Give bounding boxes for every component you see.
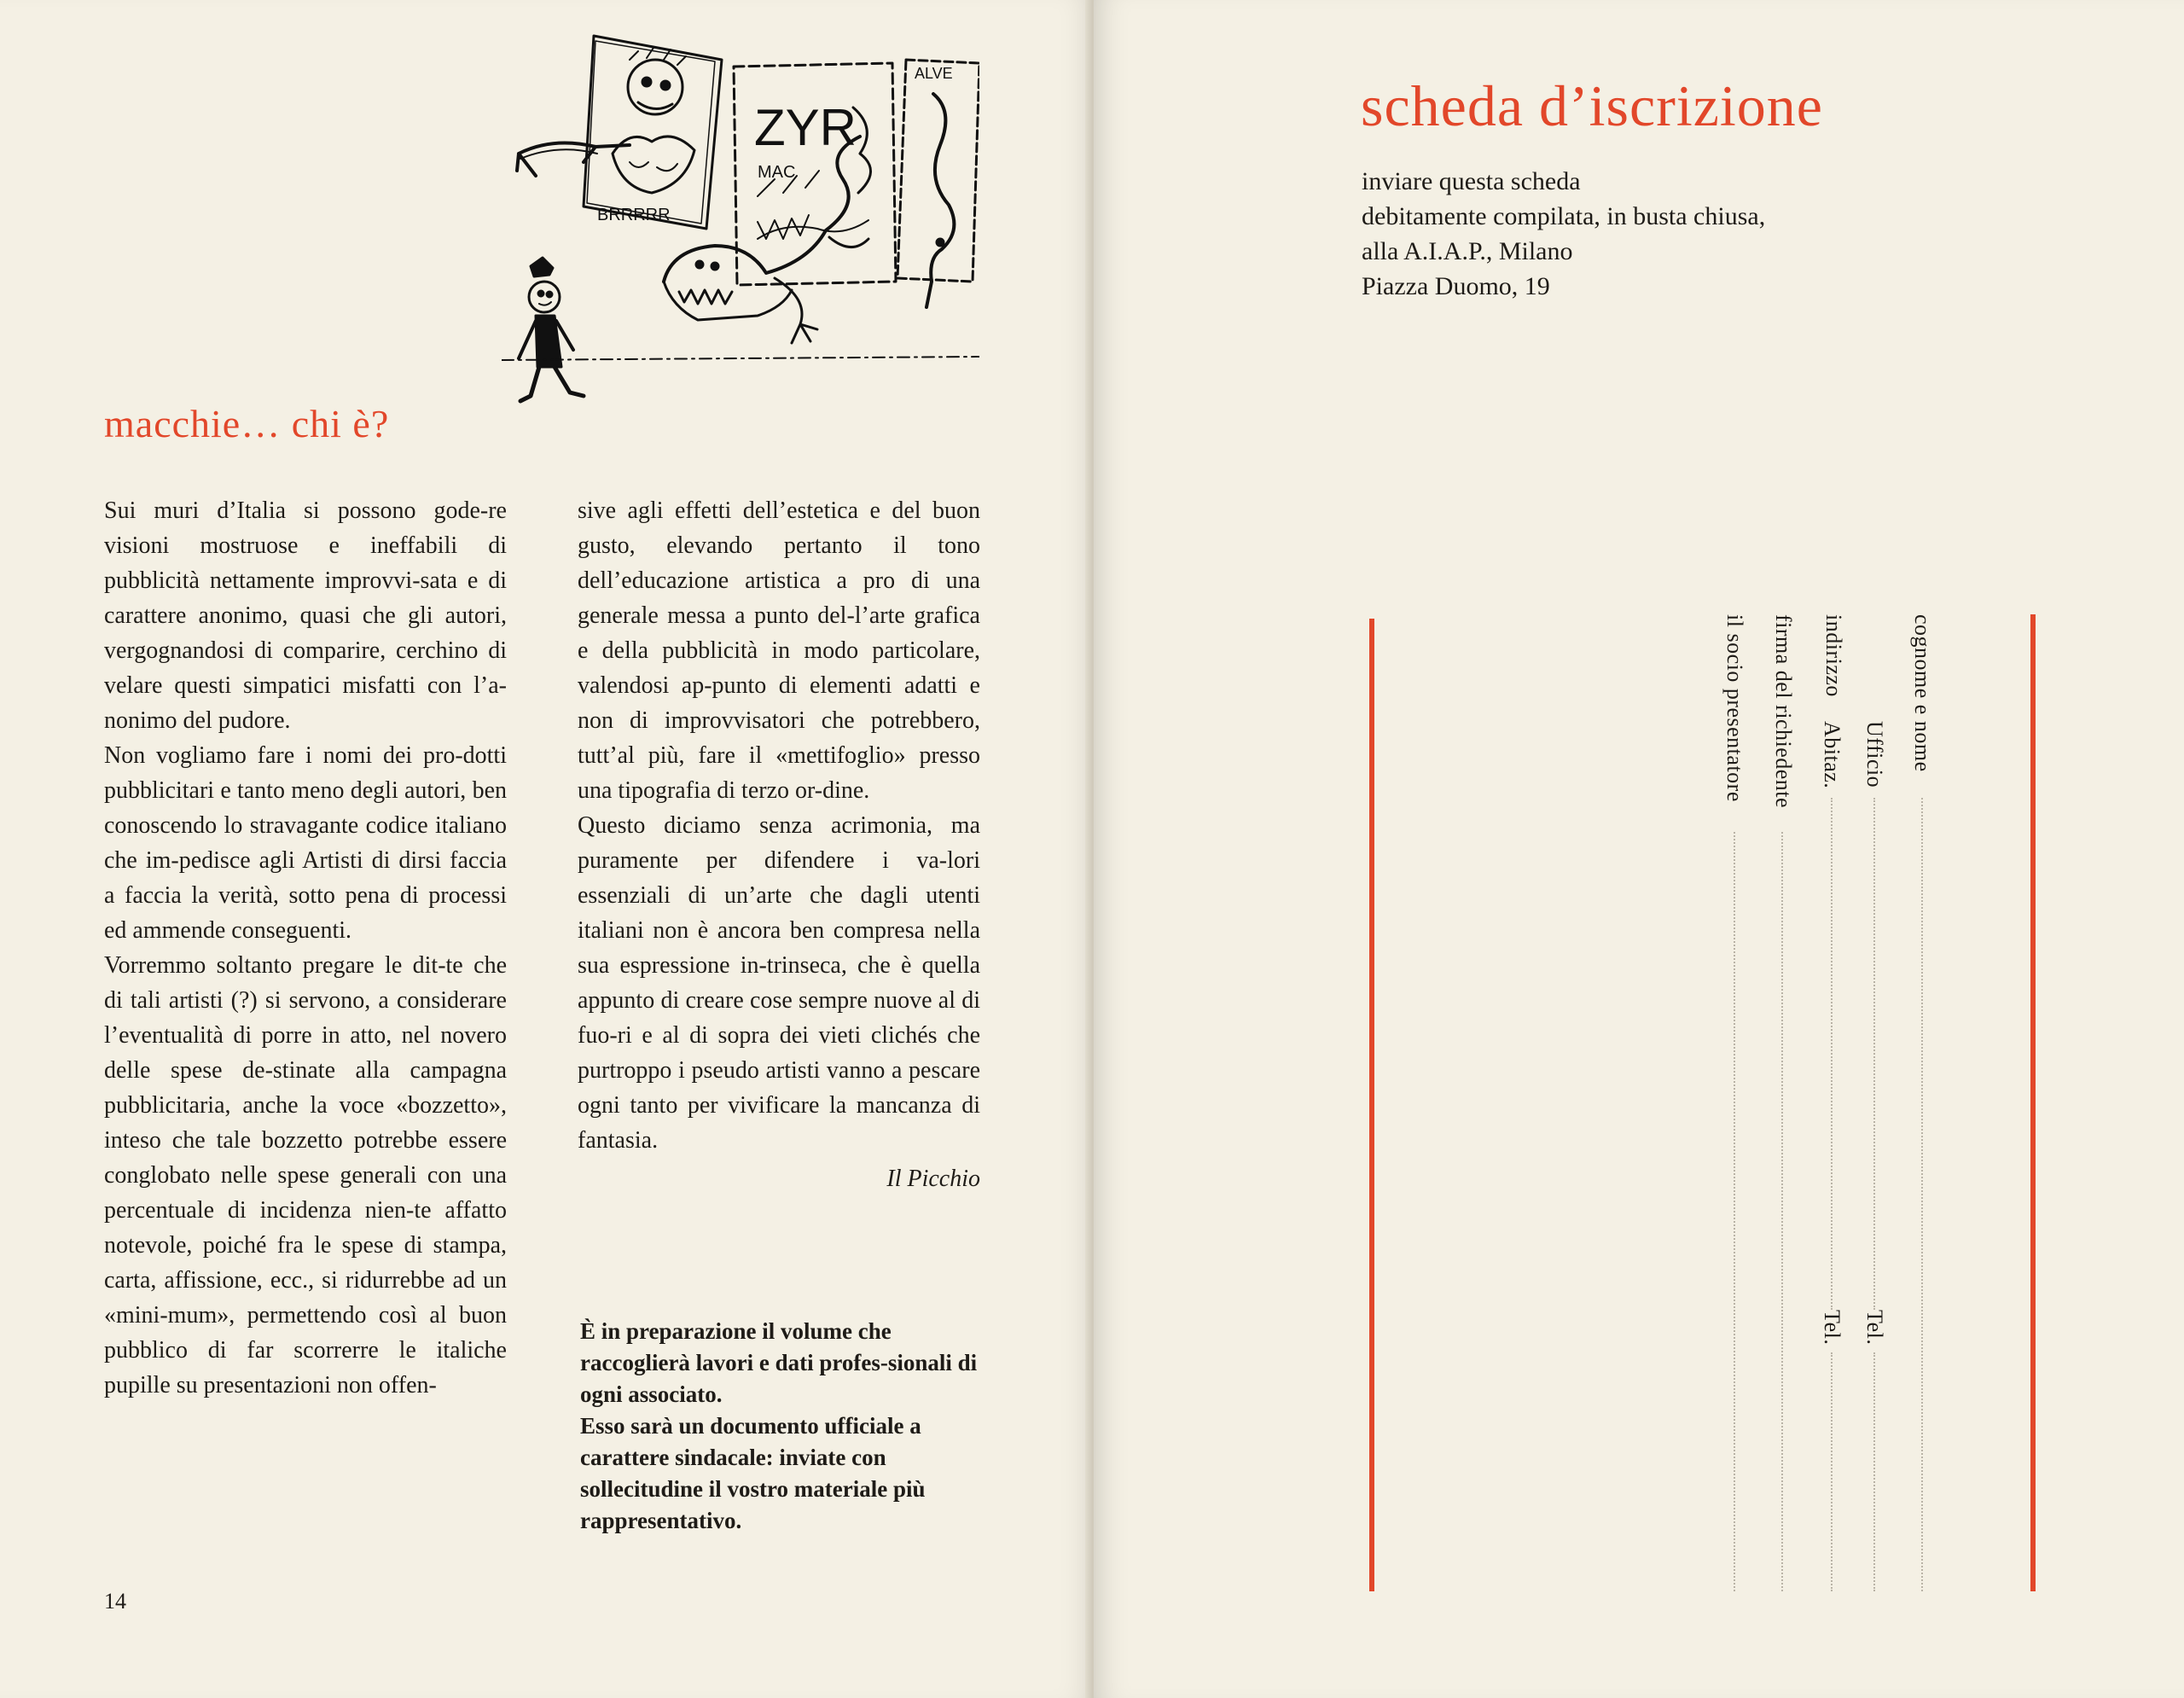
instruction-line: alla A.I.A.P., Milano xyxy=(1362,237,1573,265)
instruction-line: inviare questa scheda xyxy=(1362,167,1581,195)
poster-snake xyxy=(897,60,979,307)
page-number: 14 xyxy=(104,1589,126,1614)
poster-text-zyr: ZYR xyxy=(754,99,857,156)
form-title: scheda d’iscrizione xyxy=(1361,73,1823,138)
poster-text-mac: MAC xyxy=(758,163,796,182)
field-line-office[interactable] xyxy=(1873,798,1875,1310)
field-label-office: Ufficio xyxy=(1862,721,1887,788)
field-label-address: indirizzo xyxy=(1821,614,1846,697)
article-paragraph: Sui muri d’Italia si possono gode-re visioni mostruose e ineffabili di pubblicità nettamente improvvi-sata e di carattere anonimo, quasi che gli autori, vergognandosi di comparire, cerchino di velare questi simpatici misfatti con l’a-nonimo del pudore. xyxy=(104,497,507,734)
article-title: macchie… chi è? xyxy=(104,402,390,445)
article-paragraph: Non vogliamo fare i nomi dei pro-dotti pubblicitari e tanto meno degli autori, ben conoscendo lo stravagante codice italiano che im-pedisce agli Artisti di dirsi faccia a faccia la verità, sotto pena di processi ed ammende conseguenti. xyxy=(104,742,507,944)
field-line-office-tel[interactable] xyxy=(1873,1352,1875,1591)
instruction-line: debitamente compilata, in busta chiusa, xyxy=(1362,202,1766,230)
field-label-home: Abitaz. xyxy=(1820,721,1844,789)
field-line-sponsor[interactable] xyxy=(1734,832,1735,1591)
field-line-home-tel[interactable] xyxy=(1831,1352,1833,1591)
right-page xyxy=(1094,0,2184,1698)
article-paragraph: sive agli effetti dell’estetica e del buon gusto, elevando pertanto il tono dell’educazione artistica a pro di una generale messa a punto del-l’arte grafica e della pubblicità in modo particolare, valendosi ap-punto di elementi adatti e non di improvvisatori che potrebbero, tutt’al più, fare il «mettifoglio» presso una tipografia di terzo or-dine. xyxy=(578,497,980,804)
article-column-2 xyxy=(578,493,980,1196)
form-border-left xyxy=(1369,619,1374,1591)
poster-text-alve: ALVE xyxy=(915,65,953,82)
field-label-office-tel: Tel. xyxy=(1862,1310,1887,1346)
instruction-line: Piazza Duomo, 19 xyxy=(1362,272,1550,300)
article-column-1 xyxy=(104,493,507,1403)
field-line-name[interactable] xyxy=(1921,798,1923,1591)
poster-monster-face xyxy=(584,36,722,229)
field-line-home[interactable] xyxy=(1831,798,1833,1310)
notice-paragraph: È in preparazione il volume che raccoglierà lavori e dati profes-sionali di ogni associato. xyxy=(580,1318,978,1407)
article-paragraph: Questo diciamo senza acrimonia, ma puramente per difendere i va-lori essenziali di un’arte che dagli utenti italiani non è ancora ben compresa nella sua espressione in-trinseca, che è quella appunto di creare cose sempre nuove al di fuo-ri e al di sopra dei vieti clichés che purtroppo i pseudo artisti vanno a pescare ogni tanto per vivificare la mancanza di fantasia. xyxy=(578,812,980,1154)
notice-paragraph: Esso sarà un documento ufficiale a carattere sindacale: inviate con sollecitudine il vostro materiale più rappresentativo. xyxy=(580,1413,926,1533)
poster-text-brrr: BRRRRR xyxy=(597,206,671,224)
form-border-right xyxy=(2030,614,2036,1591)
author-signature: Il Picchio xyxy=(886,1166,980,1192)
poster-zyr xyxy=(734,63,896,285)
cartoon-illustration xyxy=(502,26,979,418)
field-label-home-tel: Tel. xyxy=(1820,1310,1844,1346)
article-paragraph: Vorremmo soltanto pregare le dit-te che di tali artisti (?) si servono, a considerare l’eventualità di porre in atto, nel novero delle spese de-stinate alla campagna pubblicitaria, anche la voce «bozzetto», inteso che tale bozzetto potrebbe essere conglobato nelle spese generali con una percentuale di incidenza nien-te affatto notevole, poiché fra le spese di stampa, carta, affissione, ecc., si ridurrebbe ad un «mini-mum», permettendo così al buon pubblico di far scorrerre le italiche pupille su presentazioni non offen- xyxy=(104,952,507,1399)
announcement-notice xyxy=(580,1316,983,1537)
little-man-figure xyxy=(519,258,584,401)
field-label-sponsor: il socio presentatore xyxy=(1722,614,1747,802)
field-label-name: cognome e nome xyxy=(1910,614,1935,772)
field-label-signature: firma del richiedente xyxy=(1771,614,1796,809)
form-instructions xyxy=(1362,164,1765,304)
field-line-signature[interactable] xyxy=(1781,832,1783,1591)
